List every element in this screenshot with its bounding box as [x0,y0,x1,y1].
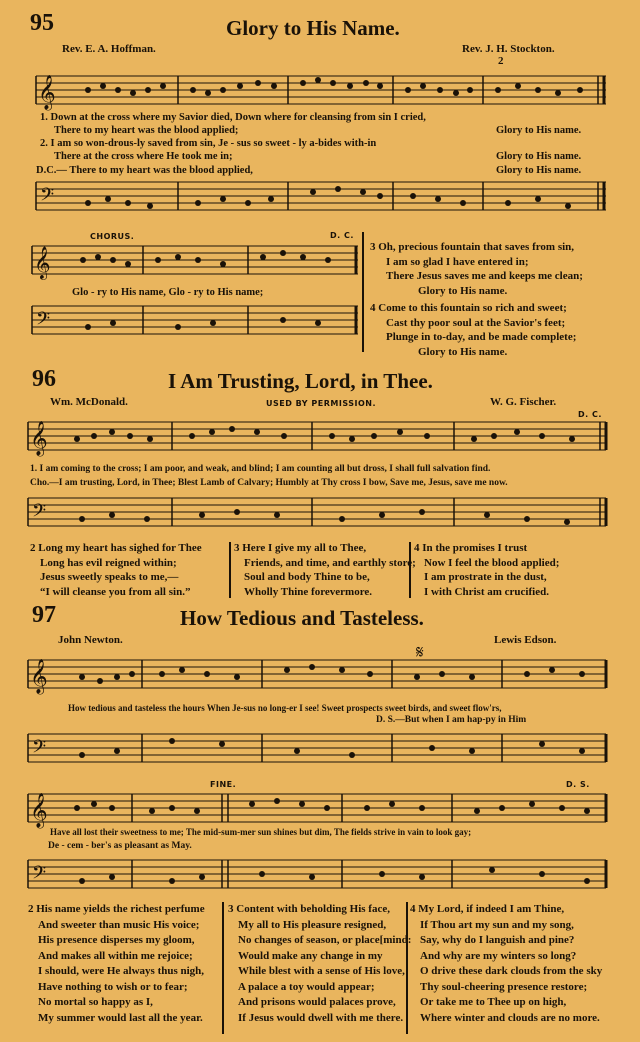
hymn-title: I Am Trusting, Lord, in Thee. [168,369,433,393]
verse-line: And makes all within me rejoice; [38,949,193,962]
author-credit: Rev. E. A. Hoffman. [62,43,156,55]
verse-line: Plunge in to-day, and be made complete; [386,331,577,343]
verse-line: No changes of season, or place[mind: [238,934,412,946]
music-staff-treble [28,66,608,116]
svg-text:𝄢: 𝄢 [36,309,51,334]
verse-line: Say, why do I languish and pine? [420,934,575,946]
verse-line: Have nothing to wish or to fear; [38,980,188,993]
verse-line: O drive these dark clouds from the sky [420,965,603,977]
verse-line: There at the cross where He took me in; [54,151,233,162]
music-staff-bass [28,176,608,220]
hymn-number: 95 [30,10,54,36]
refrain-line: Glory to His name. [496,165,582,176]
svg-text:𝄢: 𝄢 [32,501,47,526]
verse-line: Or take me to Thee up on high, [420,996,567,1008]
verse-line: I am so glad I have entered in; [386,255,529,268]
author-credit: Wm. McDonald. [50,396,128,408]
verse-line: 4 My Lord, if indeed I am Thine, [410,903,565,915]
svg-text:𝄞: 𝄞 [30,421,48,456]
verse-block [414,541,559,599]
verse-line: “I will cleanse you from all sin.” [40,585,191,598]
verse-block [370,240,583,298]
verse-line: Would make any change in my [238,949,383,962]
verse-line: While blest with a sense of His love, [238,965,405,977]
composer-credit: W. G. Fischer. [490,396,557,408]
composer-credit: Rev. J. H. Stockton. [462,43,555,55]
verse-line: Long has evil reigned within; [40,556,177,569]
verse-block [370,301,576,359]
verse-line: And prisons would palaces prove, [238,996,396,1008]
verse-block [410,902,602,1026]
verse-line: Friends, and time, and earthly store; [244,556,416,569]
verse-line: I am prostrate in the dust, [424,571,547,583]
verse-line: 1. Down at the cross where my Savior died, Down where for cleansing from sin I cried, [40,112,426,123]
verse-line: A palace a toy would appear; [238,980,375,993]
verse-block [234,541,416,599]
dc-label: D. C. [578,410,602,419]
verse-line: Wholly Thine forevermore. [244,585,373,598]
music-staff-bass [22,726,610,772]
verse-block [30,541,202,599]
music-staff-bass [22,852,610,898]
chorus-staff-treble [28,240,360,284]
permission-note: USED BY PERMISSION. [266,399,376,408]
verse-line: My summer would last all the year. [38,1011,203,1024]
dc-label: D. C. [330,231,354,240]
verse-line: I with Christ am crucified. [424,585,549,598]
svg-text:𝄢: 𝄢 [32,737,47,762]
verse-line: De - cem - ber's as pleasant as May. [48,841,192,851]
chorus-lyric: Glo - ry to His name, Glo - ry to His name; [72,287,264,298]
verse-line: There to my heart was the blood applied; [54,125,239,136]
verse-line: Where winter and clouds are no more. [420,1011,600,1024]
verse-block [28,902,205,1026]
hymn-number: 97 [32,602,56,628]
music-staff-bass [22,490,610,536]
svg-text:𝄢: 𝄢 [40,185,55,210]
verse-line: D.C.— There to my heart was the blood applied, [36,165,253,176]
verse-line: Soul and body Thine to be, [244,571,370,583]
refrain-line: Glory to His name. [496,151,582,162]
verse-line: 4 Come to this fountain so rich and sweet; [370,302,567,314]
verse-line: His presence disperses my gloom, [38,934,195,946]
svg-text:𝄞: 𝄞 [30,793,48,828]
music-staff-treble [22,652,610,702]
verse-line: I should, were He always thus nigh, [38,965,205,977]
chorus-label: CHORUS. [90,232,135,241]
verse-line: No mortal so happy as I, [38,996,153,1008]
column-divider [229,542,231,598]
chorus-staff-bass [28,300,360,344]
column-divider [362,232,364,352]
verse-line: 1. I am coming to the cross; I am poor, and weak, and blind; I am counting all but dross, I shall full salvation find. [30,464,491,474]
hymn-title: Glory to His Name. [226,16,400,40]
verse-line: If Jesus would dwell with me there. [238,1011,404,1024]
verse-line: Cast thy poor soul at the Savior's feet; [386,316,566,329]
hymn-number: 96 [32,366,56,392]
verse-line: If Thou art my sun and my song, [420,918,574,931]
fine-label: FINE. [210,780,237,789]
svg-text:𝄞: 𝄞 [38,75,56,110]
svg-text:𝄞: 𝄞 [30,659,48,694]
verse-line: 3 Oh, precious fountain that saves from sin, [370,241,575,253]
author-credit: John Newton. [58,634,123,646]
verse-line: Jesus sweetly speaks to me,— [40,571,179,583]
verse-line: 3 Here I give my all to Thee, [234,542,367,554]
verse-line: Glory to His name. [418,345,508,358]
verse-line: How tedious and tasteless the hours When Je-sus no long-er I see! Sweet prospects sweet birds, and sweet flow'rs, [68,703,502,713]
verse-line: 2. I am so won-drous-ly saved from sin, Je - sus so sweet - ly a-bides with-in [40,138,377,149]
ds-label: D. S. [566,780,590,789]
music-staff-treble [22,414,610,464]
segno-sign: 𝄋 [416,642,424,663]
column-divider [222,902,224,1034]
verse-line: My all to His pleasure resigned, [238,918,387,931]
verse-line: 2 His name yields the richest perfume [28,903,205,915]
ending-mark: 2 [498,55,504,67]
hymn-title: How Tedious and Tasteless. [180,606,424,630]
verse-line: There Jesus saves me and keeps me clean; [386,270,583,282]
verse-line: Thy soul-cheering presence restore; [420,980,588,993]
verse-block [228,902,411,1026]
svg-text:𝄞: 𝄞 [34,246,51,279]
composer-credit: Lewis Edson. [494,634,557,646]
verse-line: 3 Content with beholding His face, [228,903,390,915]
verse-line: 4 In the promises I trust [414,542,528,554]
svg-text:𝄢: 𝄢 [32,863,47,888]
verse-line: 2 Long my heart has sighed for Thee [30,542,202,554]
verse-line: And why are my winters so long? [420,949,577,962]
verse-line: And sweeter than music His voice; [38,918,200,931]
ds-line: D. S.—But when I am hap-py in Him [376,715,527,725]
verse-line: Now I feel the blood applied; [424,556,560,569]
verse-line: Glory to His name. [418,284,508,297]
chorus-line: Cho.—I am trusting, Lord, in Thee; Blest Lamb of Calvary; Humbly at Thy cross I bow, Save me, Jesus, save me now. [30,478,508,488]
verse-line: Have all lost their sweetness to me; The mid-sum-mer sun shines but dim, The fields strive in vain to look gay; [50,827,472,837]
refrain-line: Glory to His name. [496,125,582,136]
